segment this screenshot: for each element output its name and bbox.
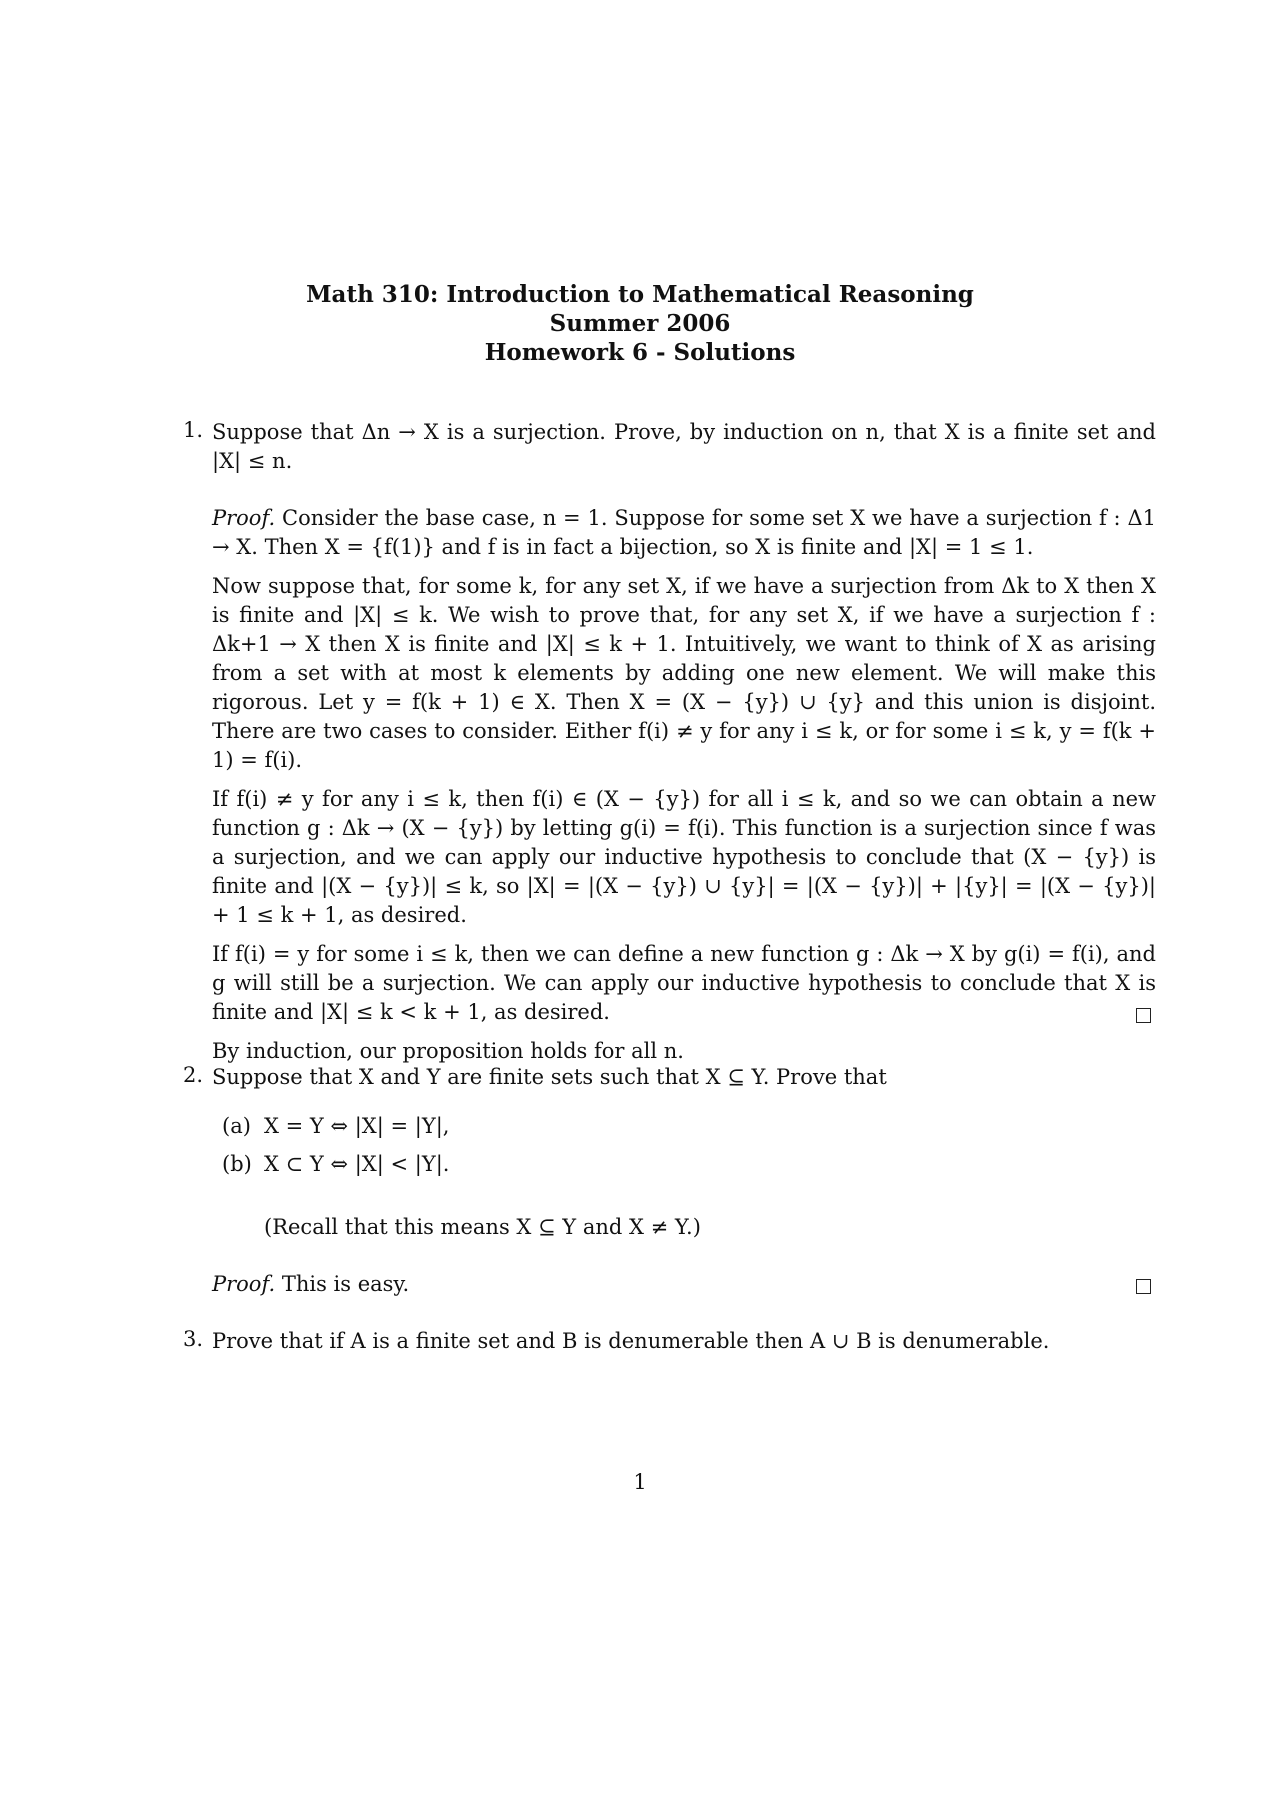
proof-text: This is easy.	[281, 1272, 410, 1296]
proof-label: Proof.	[212, 506, 276, 530]
problem-2-part-a-label: (a)	[222, 1114, 251, 1138]
term: Summer 2006	[549, 310, 731, 337]
document-header	[0, 280, 1280, 367]
proof-base-case: Consider the base case, n = 1. Suppose for some set X we have a surjection f : Δ1 → X. Then X = {f(1)} and f is in fact a bijection, so X is finite and |X| = 1 ≤ 1.	[212, 506, 1156, 559]
qed-box-icon	[1136, 1008, 1151, 1023]
problem-2-part-a: X = Y ⇔ |X| = |Y|,	[264, 1114, 450, 1138]
problem-2-part-b-label: (b)	[222, 1152, 252, 1176]
proof-inductive-step: Now suppose that, for some k, for any set X, if we have a surjection from Δk to X then X is finite and |X| ≤ k. We wish to prove that, for any set X, if we have a surjection f : Δk+1 → X then X is finite and |X| ≤ k + 1. Intuitively, we want to think of X as arising from a set with at most k elements by adding one new element. We will make this rigorous. Let y = f(k + 1) ∈ X. Then X = (X − {y}) ∪ {y} and this union is disjoint. There are two cases to consider. Either f(i) ≠ y for any i ≤ k, or for some i ≤ k, y = f(k + 1) = f(i).	[212, 574, 1156, 772]
problem-2-number: 2.	[183, 1063, 204, 1087]
problem-2-recall-note: (Recall that this means X ⊆ Y and X ≠ Y.)	[264, 1215, 701, 1239]
course-title: Math 310: Introduction to Mathematical Reasoning	[306, 281, 974, 308]
problem-2-proof	[212, 1270, 409, 1299]
proof-case-2: If f(i) = y for some i ≤ k, then we can define a new function g : Δk → X by g(i) = f(i), and g will still be a surjection. We can apply our inductive hypothesis to conclude that X is finite and |X| ≤ k < k + 1, as desired.	[212, 942, 1156, 1024]
problem-3-statement: Prove that if A is a finite set and B is denumerable then A ∪ B is denumerable.	[212, 1329, 1050, 1353]
problem-2-statement: Suppose that X and Y are finite sets such that X ⊆ Y. Prove that	[212, 1065, 887, 1089]
proof-case-1: If f(i) ≠ y for any i ≤ k, then f(i) ∈ (X − {y}) for all i ≤ k, and so we can obtain a new function g : Δk → (X − {y}) by letting g(i) = f(i). This function is a surjection since f was a surjection, and we can apply our inductive hypothesis to conclude that (X − {y}) is finite and |(X − {y})| ≤ k, so |X| = |(X − {y}) ∪ {y}| = |(X − {y})| + |{y}| = |(X − {y})| + 1 ≤ k + 1, as desired.	[212, 787, 1156, 927]
assignment-title: Homework 6 - Solutions	[484, 339, 796, 366]
problem-3-number: 3.	[183, 1327, 204, 1351]
qed-box-icon	[1136, 1279, 1151, 1294]
proof-label: Proof.	[212, 1272, 276, 1296]
problem-2-part-b: X ⊂ Y ⇔ |X| < |Y|.	[264, 1152, 450, 1176]
problem-1-number: 1.	[183, 418, 204, 442]
page-number: 1	[633, 1470, 647, 1494]
problem-1-statement: Suppose that Δn → X is a surjection. Prove, by induction on n, that X is a finite set and |X| ≤ n.	[212, 420, 1156, 473]
problem-1-proof	[212, 504, 1156, 1076]
proof-conclusion: By induction, our proposition holds for all n.	[212, 1039, 684, 1063]
